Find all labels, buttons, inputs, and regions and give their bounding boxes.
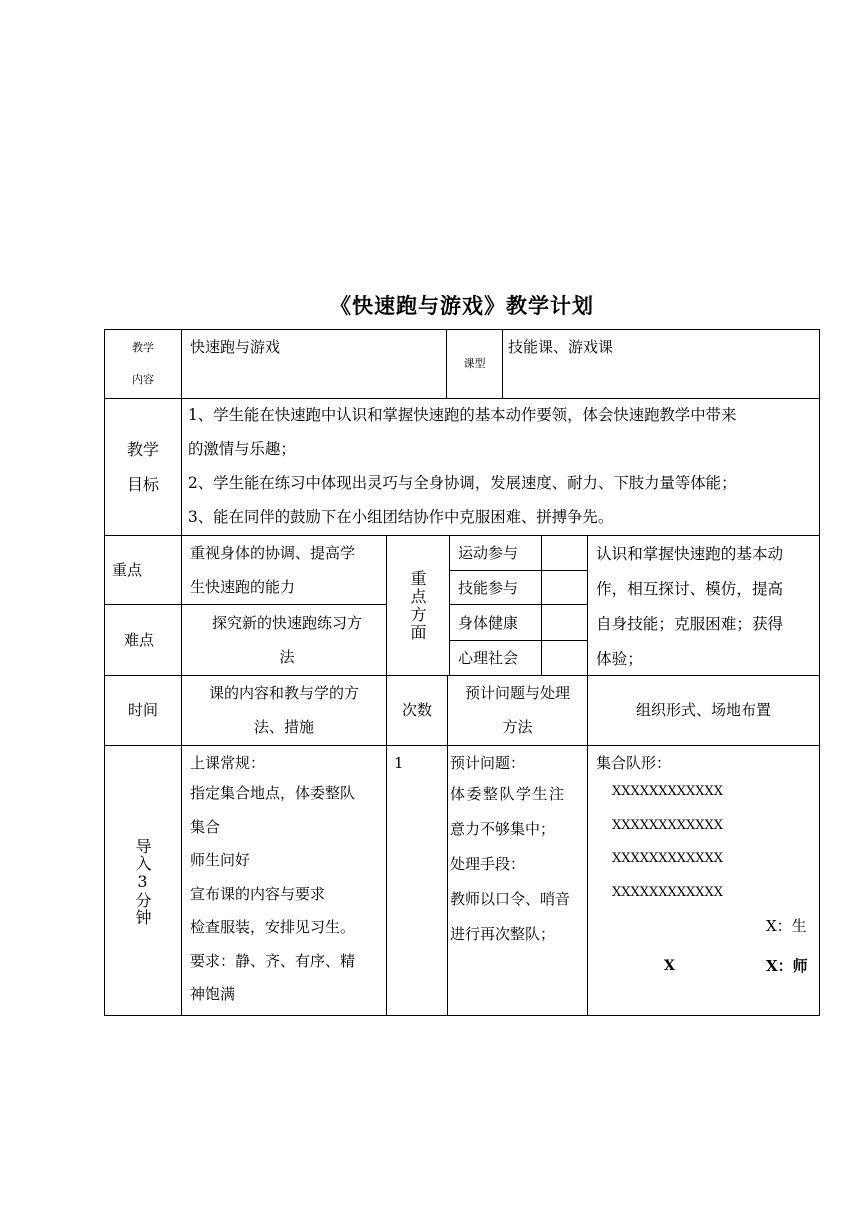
key-goals-text: 认识和掌握快速跑的基本动 作，相互探讨、模仿，提高 自身技能；克服困难；获得 体验； bbox=[596, 545, 784, 668]
table-border bbox=[502, 329, 503, 399]
table-border bbox=[104, 745, 820, 746]
aspect-label: 重点方面 bbox=[408, 570, 427, 642]
intro-time-label: 导入3分钟 bbox=[133, 838, 152, 926]
intro-count: 1 bbox=[394, 754, 404, 772]
content-label: 教学 内容 bbox=[132, 341, 154, 386]
difficulty-text: 探究新的快速跑练习方 法 bbox=[211, 614, 362, 666]
header-problem: 预计问题与处理 方法 bbox=[464, 684, 570, 736]
legend-teacher: X：师 bbox=[766, 957, 808, 975]
table-border bbox=[181, 329, 182, 399]
key-label: 重点 bbox=[112, 561, 143, 579]
formation-title: 集合队形： bbox=[596, 754, 672, 772]
header-count: 次数 bbox=[401, 701, 432, 719]
table-border bbox=[587, 535, 588, 1016]
goals-label: 教学 目标 bbox=[126, 440, 159, 494]
table-border bbox=[449, 535, 450, 676]
aspect-item: 心理社会 bbox=[458, 649, 519, 667]
intro-content: 上课常规： 指定集合地点，体委整队 集合 师生问好 宣布课的内容与要求 检查服装，安排见习生。 要求：静、齐、有序、精 神饱满 bbox=[190, 754, 356, 1003]
table-border bbox=[104, 604, 386, 605]
difficulty-label: 难点 bbox=[124, 631, 155, 649]
table-border bbox=[104, 329, 820, 330]
page-title: 《快速跑与游戏》教学计划 bbox=[330, 294, 594, 318]
goals-text: 1、学生能在快速跑中认识和掌握快速跑的基本动作要领，体会快速跑教学中带来 的激情与乐趣； 2、学生能在练习中体现出灵巧与全身协调，发展速度、耐力、下肢力量等体能； 3、能在同伴的鼓励下在小组团结协作中克服困难、拼搏争先。 bbox=[188, 406, 737, 526]
aspect-item: 技能参与 bbox=[458, 579, 519, 597]
type-value: 技能课、游戏课 bbox=[508, 338, 614, 356]
header-content: 课的内容和教与学的方 法、措施 bbox=[208, 684, 359, 736]
type-label: 课型 bbox=[463, 357, 486, 370]
content-value: 快速跑与游戏 bbox=[190, 338, 281, 356]
table-border bbox=[181, 398, 182, 536]
intro-problem: 预计问题： 体委整队学生注 意力不够集中； 处理手段： 教师以口令、哨音 进行再次整队； bbox=[450, 754, 571, 943]
table-border bbox=[104, 1015, 820, 1016]
table-border bbox=[181, 535, 182, 1016]
header-time: 时间 bbox=[127, 701, 158, 719]
legend-student: X：生 bbox=[766, 917, 807, 935]
table-border bbox=[386, 535, 387, 1016]
formation-rows: XXXXXXXXXXXX XXXXXXXXXXXX XXXXXXXXXXXX XXXXXXXXXXXX bbox=[612, 784, 724, 900]
table-border bbox=[819, 329, 820, 1016]
teacher-mark: X bbox=[664, 958, 675, 974]
header-org: 组织形式、场地布置 bbox=[635, 701, 771, 719]
aspect-item: 运动参与 bbox=[458, 544, 519, 562]
table-border bbox=[541, 535, 542, 676]
key-text: 重视身体的协调、提高学 生快速跑的能力 bbox=[190, 544, 356, 596]
aspect-item: 身体健康 bbox=[458, 614, 519, 632]
